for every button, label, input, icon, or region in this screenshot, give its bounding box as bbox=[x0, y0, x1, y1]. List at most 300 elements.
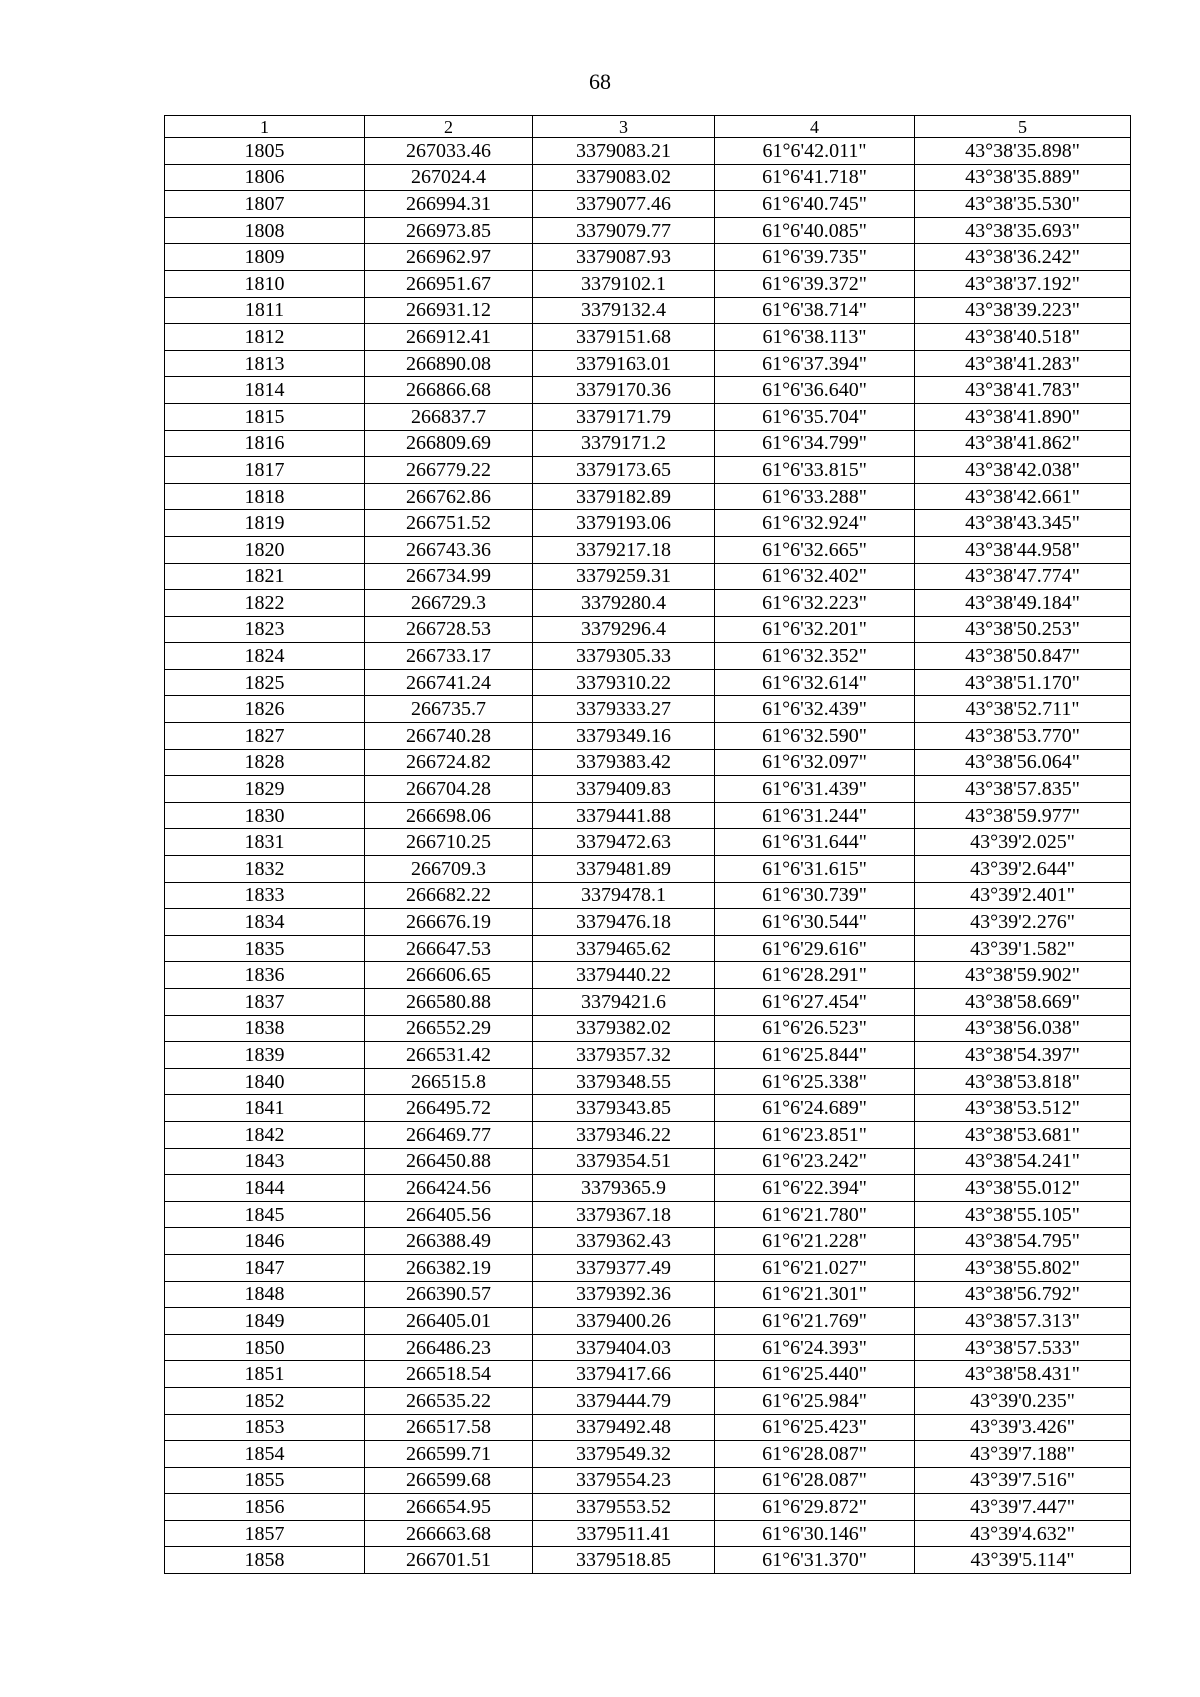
table-row bbox=[165, 1494, 1131, 1521]
point-number-cell: 1853 bbox=[165, 1414, 365, 1441]
header-row bbox=[165, 116, 1131, 138]
y-coordinate-cell: 3379492.48 bbox=[533, 1414, 715, 1441]
y-coordinate-cell: 3379083.21 bbox=[533, 138, 715, 165]
longitude-cell: 61°6'25.984" bbox=[715, 1387, 915, 1414]
longitude-cell: 61°6'32.223" bbox=[715, 590, 915, 617]
table-row bbox=[165, 1467, 1131, 1494]
latitude-cell: 43°39'7.188" bbox=[915, 1441, 1131, 1468]
point-number-cell: 1841 bbox=[165, 1095, 365, 1122]
y-coordinate-cell: 3379333.27 bbox=[533, 696, 715, 723]
latitude-cell: 43°39'2.025" bbox=[915, 829, 1131, 856]
y-coordinate-cell: 3379171.79 bbox=[533, 403, 715, 430]
x-coordinate-cell: 266531.42 bbox=[365, 1042, 533, 1069]
x-coordinate-cell: 266724.82 bbox=[365, 749, 533, 776]
table-row bbox=[165, 1414, 1131, 1441]
point-number-cell: 1814 bbox=[165, 377, 365, 404]
longitude-cell: 61°6'35.704" bbox=[715, 403, 915, 430]
x-coordinate-cell: 266809.69 bbox=[365, 430, 533, 457]
point-number-cell: 1840 bbox=[165, 1068, 365, 1095]
table-row bbox=[165, 1547, 1131, 1574]
y-coordinate-cell: 3379348.55 bbox=[533, 1068, 715, 1095]
point-number-cell: 1827 bbox=[165, 723, 365, 750]
y-coordinate-cell: 3379444.79 bbox=[533, 1387, 715, 1414]
latitude-cell: 43°38'53.770" bbox=[915, 723, 1131, 750]
longitude-cell: 61°6'25.338" bbox=[715, 1068, 915, 1095]
header-cell-5: 5 bbox=[915, 116, 1131, 138]
point-number-cell: 1823 bbox=[165, 616, 365, 643]
longitude-cell: 61°6'32.614" bbox=[715, 669, 915, 696]
y-coordinate-cell: 3379409.83 bbox=[533, 776, 715, 803]
point-number-cell: 1821 bbox=[165, 563, 365, 590]
point-number-cell: 1830 bbox=[165, 802, 365, 829]
x-coordinate-cell: 266606.65 bbox=[365, 962, 533, 989]
x-coordinate-cell: 266535.22 bbox=[365, 1387, 533, 1414]
latitude-cell: 43°38'44.958" bbox=[915, 536, 1131, 563]
x-coordinate-cell: 266450.88 bbox=[365, 1148, 533, 1175]
x-coordinate-cell: 266382.19 bbox=[365, 1254, 533, 1281]
table-row bbox=[165, 510, 1131, 537]
latitude-cell: 43°38'53.818" bbox=[915, 1068, 1131, 1095]
y-coordinate-cell: 3379083.02 bbox=[533, 164, 715, 191]
table-row bbox=[165, 1520, 1131, 1547]
longitude-cell: 61°6'23.851" bbox=[715, 1121, 915, 1148]
y-coordinate-cell: 3379079.77 bbox=[533, 217, 715, 244]
latitude-cell: 43°38'42.038" bbox=[915, 457, 1131, 484]
latitude-cell: 43°39'1.582" bbox=[915, 935, 1131, 962]
x-coordinate-cell: 266701.51 bbox=[365, 1547, 533, 1574]
longitude-cell: 61°6'31.244" bbox=[715, 802, 915, 829]
table-row bbox=[165, 1148, 1131, 1175]
point-number-cell: 1817 bbox=[165, 457, 365, 484]
x-coordinate-cell: 266517.58 bbox=[365, 1414, 533, 1441]
point-number-cell: 1835 bbox=[165, 935, 365, 962]
table-row bbox=[165, 483, 1131, 510]
table-row bbox=[165, 430, 1131, 457]
x-coordinate-cell: 266743.36 bbox=[365, 536, 533, 563]
table-row bbox=[165, 191, 1131, 218]
x-coordinate-cell: 266729.3 bbox=[365, 590, 533, 617]
longitude-cell: 61°6'36.640" bbox=[715, 377, 915, 404]
y-coordinate-cell: 3379392.36 bbox=[533, 1281, 715, 1308]
x-coordinate-cell: 266647.53 bbox=[365, 935, 533, 962]
x-coordinate-cell: 266469.77 bbox=[365, 1121, 533, 1148]
x-coordinate-cell: 266515.8 bbox=[365, 1068, 533, 1095]
longitude-cell: 61°6'21.301" bbox=[715, 1281, 915, 1308]
y-coordinate-cell: 3379259.31 bbox=[533, 563, 715, 590]
y-coordinate-cell: 3379280.4 bbox=[533, 590, 715, 617]
longitude-cell: 61°6'30.739" bbox=[715, 882, 915, 909]
y-coordinate-cell: 3379343.85 bbox=[533, 1095, 715, 1122]
latitude-cell: 43°38'55.802" bbox=[915, 1254, 1131, 1281]
table-row bbox=[165, 776, 1131, 803]
x-coordinate-cell: 266866.68 bbox=[365, 377, 533, 404]
point-number-cell: 1807 bbox=[165, 191, 365, 218]
x-coordinate-cell: 266518.54 bbox=[365, 1361, 533, 1388]
table-row bbox=[165, 1201, 1131, 1228]
point-number-cell: 1847 bbox=[165, 1254, 365, 1281]
longitude-cell: 61°6'32.352" bbox=[715, 643, 915, 670]
x-coordinate-cell: 266390.57 bbox=[365, 1281, 533, 1308]
latitude-cell: 43°38'41.862" bbox=[915, 430, 1131, 457]
table-row bbox=[165, 1308, 1131, 1335]
latitude-cell: 43°38'54.795" bbox=[915, 1228, 1131, 1255]
longitude-cell: 61°6'28.087" bbox=[715, 1467, 915, 1494]
x-coordinate-cell: 266951.67 bbox=[365, 270, 533, 297]
y-coordinate-cell: 3379171.2 bbox=[533, 430, 715, 457]
point-number-cell: 1842 bbox=[165, 1121, 365, 1148]
point-number-cell: 1849 bbox=[165, 1308, 365, 1335]
table-row bbox=[165, 723, 1131, 750]
y-coordinate-cell: 3379182.89 bbox=[533, 483, 715, 510]
latitude-cell: 43°39'4.632" bbox=[915, 1520, 1131, 1547]
point-number-cell: 1837 bbox=[165, 989, 365, 1016]
latitude-cell: 43°38'54.241" bbox=[915, 1148, 1131, 1175]
latitude-cell: 43°38'41.283" bbox=[915, 350, 1131, 377]
y-coordinate-cell: 3379151.68 bbox=[533, 324, 715, 351]
latitude-cell: 43°38'56.792" bbox=[915, 1281, 1131, 1308]
longitude-cell: 61°6'40.085" bbox=[715, 217, 915, 244]
latitude-cell: 43°38'42.661" bbox=[915, 483, 1131, 510]
longitude-cell: 61°6'39.735" bbox=[715, 244, 915, 271]
y-coordinate-cell: 3379310.22 bbox=[533, 669, 715, 696]
table-row bbox=[165, 403, 1131, 430]
table-row bbox=[165, 962, 1131, 989]
point-number-cell: 1857 bbox=[165, 1520, 365, 1547]
point-number-cell: 1811 bbox=[165, 297, 365, 324]
latitude-cell: 43°38'39.223" bbox=[915, 297, 1131, 324]
y-coordinate-cell: 3379553.52 bbox=[533, 1494, 715, 1521]
point-number-cell: 1806 bbox=[165, 164, 365, 191]
longitude-cell: 61°6'29.872" bbox=[715, 1494, 915, 1521]
table-row bbox=[165, 696, 1131, 723]
longitude-cell: 61°6'40.745" bbox=[715, 191, 915, 218]
table-row bbox=[165, 1254, 1131, 1281]
point-number-cell: 1809 bbox=[165, 244, 365, 271]
point-number-cell: 1820 bbox=[165, 536, 365, 563]
x-coordinate-cell: 266704.28 bbox=[365, 776, 533, 803]
y-coordinate-cell: 3379465.62 bbox=[533, 935, 715, 962]
table-row bbox=[165, 457, 1131, 484]
table-row bbox=[165, 616, 1131, 643]
x-coordinate-cell: 266733.17 bbox=[365, 643, 533, 670]
longitude-cell: 61°6'28.087" bbox=[715, 1441, 915, 1468]
y-coordinate-cell: 3379365.9 bbox=[533, 1175, 715, 1202]
table-row bbox=[165, 643, 1131, 670]
longitude-cell: 61°6'32.201" bbox=[715, 616, 915, 643]
point-number-cell: 1815 bbox=[165, 403, 365, 430]
point-number-cell: 1829 bbox=[165, 776, 365, 803]
table-row bbox=[165, 164, 1131, 191]
y-coordinate-cell: 3379102.1 bbox=[533, 270, 715, 297]
point-number-cell: 1816 bbox=[165, 430, 365, 457]
latitude-cell: 43°38'57.313" bbox=[915, 1308, 1131, 1335]
y-coordinate-cell: 3379554.23 bbox=[533, 1467, 715, 1494]
x-coordinate-cell: 267024.4 bbox=[365, 164, 533, 191]
y-coordinate-cell: 3379549.32 bbox=[533, 1441, 715, 1468]
point-number-cell: 1825 bbox=[165, 669, 365, 696]
x-coordinate-cell: 266424.56 bbox=[365, 1175, 533, 1202]
x-coordinate-cell: 266728.53 bbox=[365, 616, 533, 643]
longitude-cell: 61°6'25.844" bbox=[715, 1042, 915, 1069]
table-row bbox=[165, 350, 1131, 377]
table-row bbox=[165, 989, 1131, 1016]
longitude-cell: 61°6'29.616" bbox=[715, 935, 915, 962]
latitude-cell: 43°38'56.064" bbox=[915, 749, 1131, 776]
table-row bbox=[165, 1334, 1131, 1361]
point-number-cell: 1843 bbox=[165, 1148, 365, 1175]
table-row bbox=[165, 244, 1131, 271]
y-coordinate-cell: 3379400.26 bbox=[533, 1308, 715, 1335]
longitude-cell: 61°6'38.113" bbox=[715, 324, 915, 351]
latitude-cell: 43°38'53.681" bbox=[915, 1121, 1131, 1148]
y-coordinate-cell: 3379383.42 bbox=[533, 749, 715, 776]
latitude-cell: 43°39'5.114" bbox=[915, 1547, 1131, 1574]
table-row bbox=[165, 324, 1131, 351]
point-number-cell: 1824 bbox=[165, 643, 365, 670]
latitude-cell: 43°38'55.105" bbox=[915, 1201, 1131, 1228]
x-coordinate-cell: 266890.08 bbox=[365, 350, 533, 377]
latitude-cell: 43°38'53.512" bbox=[915, 1095, 1131, 1122]
y-coordinate-cell: 3379087.93 bbox=[533, 244, 715, 271]
x-coordinate-cell: 266710.25 bbox=[365, 829, 533, 856]
table-row bbox=[165, 1042, 1131, 1069]
latitude-cell: 43°39'0.235" bbox=[915, 1387, 1131, 1414]
point-number-cell: 1808 bbox=[165, 217, 365, 244]
latitude-cell: 43°39'7.447" bbox=[915, 1494, 1131, 1521]
latitude-cell: 43°38'50.253" bbox=[915, 616, 1131, 643]
latitude-cell: 43°39'2.401" bbox=[915, 882, 1131, 909]
x-coordinate-cell: 266698.06 bbox=[365, 802, 533, 829]
header-cell-1: 1 bbox=[165, 116, 365, 138]
header-cell-4: 4 bbox=[715, 116, 915, 138]
latitude-cell: 43°38'58.669" bbox=[915, 989, 1131, 1016]
point-number-cell: 1813 bbox=[165, 350, 365, 377]
latitude-cell: 43°38'37.192" bbox=[915, 270, 1131, 297]
coordinates-table bbox=[164, 115, 1131, 1574]
y-coordinate-cell: 3379132.4 bbox=[533, 297, 715, 324]
longitude-cell: 61°6'30.544" bbox=[715, 909, 915, 936]
x-coordinate-cell: 266779.22 bbox=[365, 457, 533, 484]
table-row bbox=[165, 1228, 1131, 1255]
longitude-cell: 61°6'25.440" bbox=[715, 1361, 915, 1388]
y-coordinate-cell: 3379349.16 bbox=[533, 723, 715, 750]
table-row bbox=[165, 1015, 1131, 1042]
y-coordinate-cell: 3379377.49 bbox=[533, 1254, 715, 1281]
x-coordinate-cell: 266405.01 bbox=[365, 1308, 533, 1335]
table-row bbox=[165, 270, 1131, 297]
table-row bbox=[165, 1175, 1131, 1202]
x-coordinate-cell: 266405.56 bbox=[365, 1201, 533, 1228]
point-number-cell: 1855 bbox=[165, 1467, 365, 1494]
point-number-cell: 1838 bbox=[165, 1015, 365, 1042]
table-row bbox=[165, 829, 1131, 856]
longitude-cell: 61°6'32.439" bbox=[715, 696, 915, 723]
point-number-cell: 1831 bbox=[165, 829, 365, 856]
latitude-cell: 43°38'50.847" bbox=[915, 643, 1131, 670]
longitude-cell: 61°6'37.394" bbox=[715, 350, 915, 377]
x-coordinate-cell: 266676.19 bbox=[365, 909, 533, 936]
x-coordinate-cell: 266751.52 bbox=[365, 510, 533, 537]
y-coordinate-cell: 3379511.41 bbox=[533, 1520, 715, 1547]
y-coordinate-cell: 3379217.18 bbox=[533, 536, 715, 563]
x-coordinate-cell: 266994.31 bbox=[365, 191, 533, 218]
x-coordinate-cell: 266973.85 bbox=[365, 217, 533, 244]
longitude-cell: 61°6'33.815" bbox=[715, 457, 915, 484]
table-row bbox=[165, 909, 1131, 936]
latitude-cell: 43°39'2.644" bbox=[915, 856, 1131, 883]
latitude-cell: 43°38'56.038" bbox=[915, 1015, 1131, 1042]
latitude-cell: 43°38'59.902" bbox=[915, 962, 1131, 989]
page-number: 68 bbox=[589, 69, 611, 94]
x-coordinate-cell: 266495.72 bbox=[365, 1095, 533, 1122]
table-row bbox=[165, 377, 1131, 404]
x-coordinate-cell: 266580.88 bbox=[365, 989, 533, 1016]
point-number-cell: 1810 bbox=[165, 270, 365, 297]
longitude-cell: 61°6'39.372" bbox=[715, 270, 915, 297]
longitude-cell: 61°6'26.523" bbox=[715, 1015, 915, 1042]
longitude-cell: 61°6'32.402" bbox=[715, 563, 915, 590]
longitude-cell: 61°6'31.439" bbox=[715, 776, 915, 803]
longitude-cell: 61°6'21.769" bbox=[715, 1308, 915, 1335]
point-number-cell: 1839 bbox=[165, 1042, 365, 1069]
x-coordinate-cell: 266486.23 bbox=[365, 1334, 533, 1361]
y-coordinate-cell: 3379296.4 bbox=[533, 616, 715, 643]
y-coordinate-cell: 3379441.88 bbox=[533, 802, 715, 829]
longitude-cell: 61°6'42.011" bbox=[715, 138, 915, 165]
longitude-cell: 61°6'32.097" bbox=[715, 749, 915, 776]
y-coordinate-cell: 3379417.66 bbox=[533, 1361, 715, 1388]
x-coordinate-cell: 266388.49 bbox=[365, 1228, 533, 1255]
point-number-cell: 1832 bbox=[165, 856, 365, 883]
latitude-cell: 43°38'40.518" bbox=[915, 324, 1131, 351]
latitude-cell: 43°38'36.242" bbox=[915, 244, 1131, 271]
point-number-cell: 1833 bbox=[165, 882, 365, 909]
latitude-cell: 43°39'7.516" bbox=[915, 1467, 1131, 1494]
table-row bbox=[165, 856, 1131, 883]
point-number-cell: 1846 bbox=[165, 1228, 365, 1255]
latitude-cell: 43°38'55.012" bbox=[915, 1175, 1131, 1202]
y-coordinate-cell: 3379481.89 bbox=[533, 856, 715, 883]
latitude-cell: 43°38'35.530" bbox=[915, 191, 1131, 218]
x-coordinate-cell: 266654.95 bbox=[365, 1494, 533, 1521]
y-coordinate-cell: 3379346.22 bbox=[533, 1121, 715, 1148]
latitude-cell: 43°38'41.783" bbox=[915, 377, 1131, 404]
table-row bbox=[165, 669, 1131, 696]
x-coordinate-cell: 266762.86 bbox=[365, 483, 533, 510]
latitude-cell: 43°38'52.711" bbox=[915, 696, 1131, 723]
table-row bbox=[165, 1361, 1131, 1388]
point-number-cell: 1828 bbox=[165, 749, 365, 776]
table-row bbox=[165, 1281, 1131, 1308]
point-number-cell: 1851 bbox=[165, 1361, 365, 1388]
y-coordinate-cell: 3379472.63 bbox=[533, 829, 715, 856]
y-coordinate-cell: 3379382.02 bbox=[533, 1015, 715, 1042]
table-row bbox=[165, 138, 1131, 165]
table-row bbox=[165, 1387, 1131, 1414]
x-coordinate-cell: 266552.29 bbox=[365, 1015, 533, 1042]
table-row bbox=[165, 749, 1131, 776]
point-number-cell: 1826 bbox=[165, 696, 365, 723]
y-coordinate-cell: 3379357.32 bbox=[533, 1042, 715, 1069]
y-coordinate-cell: 3379170.36 bbox=[533, 377, 715, 404]
latitude-cell: 43°38'49.184" bbox=[915, 590, 1131, 617]
latitude-cell: 43°38'35.693" bbox=[915, 217, 1131, 244]
longitude-cell: 61°6'32.665" bbox=[715, 536, 915, 563]
longitude-cell: 61°6'31.370" bbox=[715, 1547, 915, 1574]
point-number-cell: 1848 bbox=[165, 1281, 365, 1308]
table-row bbox=[165, 882, 1131, 909]
longitude-cell: 61°6'22.394" bbox=[715, 1175, 915, 1202]
point-number-cell: 1852 bbox=[165, 1387, 365, 1414]
latitude-cell: 43°38'47.774" bbox=[915, 563, 1131, 590]
point-number-cell: 1854 bbox=[165, 1441, 365, 1468]
longitude-cell: 61°6'38.714" bbox=[715, 297, 915, 324]
longitude-cell: 61°6'28.291" bbox=[715, 962, 915, 989]
point-number-cell: 1845 bbox=[165, 1201, 365, 1228]
longitude-cell: 61°6'32.924" bbox=[715, 510, 915, 537]
point-number-cell: 1850 bbox=[165, 1334, 365, 1361]
table-row bbox=[165, 1121, 1131, 1148]
longitude-cell: 61°6'34.799" bbox=[715, 430, 915, 457]
table-row bbox=[165, 217, 1131, 244]
point-number-cell: 1818 bbox=[165, 483, 365, 510]
y-coordinate-cell: 3379367.18 bbox=[533, 1201, 715, 1228]
x-coordinate-cell: 266682.22 bbox=[365, 882, 533, 909]
y-coordinate-cell: 3379193.06 bbox=[533, 510, 715, 537]
longitude-cell: 61°6'24.689" bbox=[715, 1095, 915, 1122]
y-coordinate-cell: 3379421.6 bbox=[533, 989, 715, 1016]
point-number-cell: 1844 bbox=[165, 1175, 365, 1202]
table-body bbox=[165, 138, 1131, 1574]
x-coordinate-cell: 266741.24 bbox=[365, 669, 533, 696]
x-coordinate-cell: 266735.7 bbox=[365, 696, 533, 723]
x-coordinate-cell: 266740.28 bbox=[365, 723, 533, 750]
y-coordinate-cell: 3379305.33 bbox=[533, 643, 715, 670]
longitude-cell: 61°6'31.615" bbox=[715, 856, 915, 883]
longitude-cell: 61°6'32.590" bbox=[715, 723, 915, 750]
x-coordinate-cell: 266599.68 bbox=[365, 1467, 533, 1494]
y-coordinate-cell: 3379440.22 bbox=[533, 962, 715, 989]
x-coordinate-cell: 266837.7 bbox=[365, 403, 533, 430]
table-row bbox=[165, 1441, 1131, 1468]
longitude-cell: 61°6'30.146" bbox=[715, 1520, 915, 1547]
table-row bbox=[165, 297, 1131, 324]
latitude-cell: 43°39'2.276" bbox=[915, 909, 1131, 936]
table-row bbox=[165, 1095, 1131, 1122]
y-coordinate-cell: 3379354.51 bbox=[533, 1148, 715, 1175]
longitude-cell: 61°6'21.780" bbox=[715, 1201, 915, 1228]
header-cell-3: 3 bbox=[533, 116, 715, 138]
longitude-cell: 61°6'24.393" bbox=[715, 1334, 915, 1361]
latitude-cell: 43°38'51.170" bbox=[915, 669, 1131, 696]
table-row bbox=[165, 802, 1131, 829]
y-coordinate-cell: 3379518.85 bbox=[533, 1547, 715, 1574]
point-number-cell: 1836 bbox=[165, 962, 365, 989]
table-row bbox=[165, 536, 1131, 563]
longitude-cell: 61°6'41.718" bbox=[715, 164, 915, 191]
point-number-cell: 1805 bbox=[165, 138, 365, 165]
y-coordinate-cell: 3379077.46 bbox=[533, 191, 715, 218]
x-coordinate-cell: 266599.71 bbox=[365, 1441, 533, 1468]
latitude-cell: 43°38'54.397" bbox=[915, 1042, 1131, 1069]
x-coordinate-cell: 266912.41 bbox=[365, 324, 533, 351]
x-coordinate-cell: 267033.46 bbox=[365, 138, 533, 165]
longitude-cell: 61°6'31.644" bbox=[715, 829, 915, 856]
latitude-cell: 43°38'35.889" bbox=[915, 164, 1131, 191]
table-row bbox=[165, 1068, 1131, 1095]
y-coordinate-cell: 3379476.18 bbox=[533, 909, 715, 936]
x-coordinate-cell: 266663.68 bbox=[365, 1520, 533, 1547]
